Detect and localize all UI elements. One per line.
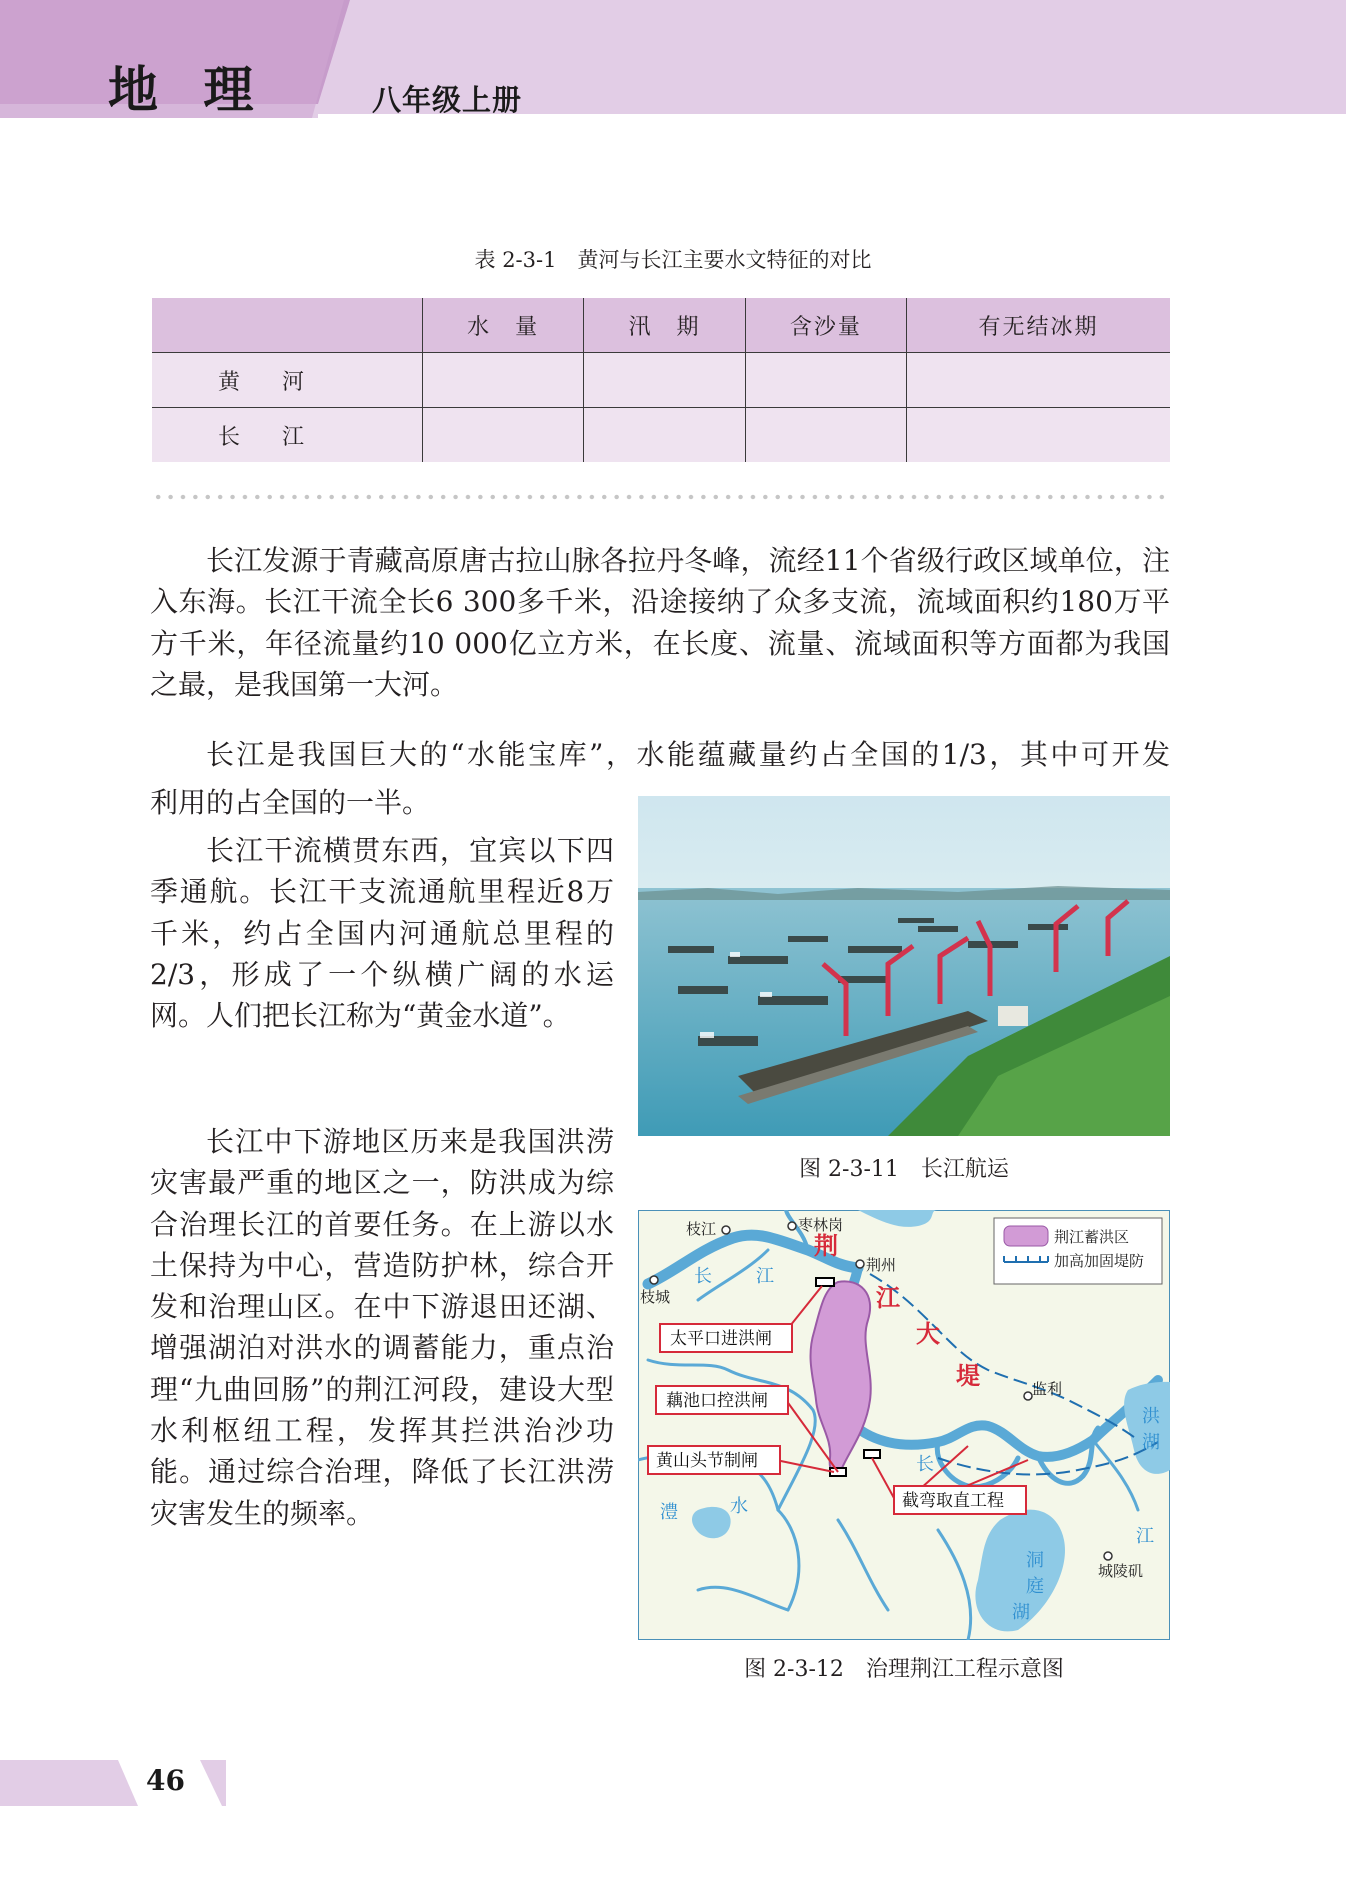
legend-dyke-label: 加高加固堤防 [1054,1252,1145,1270]
page-number: 46 [146,1764,185,1797]
table-header-cell: 水 量 [423,298,584,353]
callout-ouchikou: 藕池口控洪闸 [666,1391,768,1411]
label-jiang-2: 江 [1136,1526,1154,1547]
callout-jiewan: 截弯取直工程 [902,1491,1004,1511]
table-cell [906,353,1170,408]
jingjiang-map [638,1210,1170,1640]
row-header: 长 江 [152,408,423,463]
table-row [152,408,1170,463]
place-zaolingang: 枣林岗 [798,1216,844,1234]
paragraph-navigation: 长江干流横贯东西，宜宾以下四季通航。长江干支流通航里程近8万千米，约占全国内河通航总里程的2/3，形成了一个纵横广阔的水运网。人们把长江称为“黄金水道”。 [150,834,614,1033]
label-chang-2: 长 [916,1454,934,1475]
place-jianli: 监利 [1032,1380,1063,1398]
label-hu-2: 湖 [1012,1602,1030,1623]
dotted-divider [152,494,1170,500]
row-header: 黄 河 [152,353,423,408]
table-header-cell: 含沙量 [745,298,906,353]
dyke-label-char-4: 堤 [956,1361,980,1390]
label-hong: 洪 [1142,1406,1160,1427]
place-chenglingji: 城陵矶 [1098,1562,1144,1580]
label-jiang-1: 江 [756,1266,774,1287]
table-cell [906,408,1170,463]
paragraph-hydropower-line1: 长江是我国巨大的“水能宝库”，水能蕴藏量约占全国的1/3，其中可开发 [206,738,1170,771]
label-hu: 湖 [1142,1432,1160,1453]
dyke-label-char-2: 江 [876,1283,900,1312]
callout-taipingkou: 太平口进洪闸 [670,1329,772,1349]
table-header-cell: 汛 期 [584,298,745,353]
table-caption: 表 2-3-1 黄河与长江主要水文特征的对比 [474,248,872,272]
legend-flood-area-label: 荆江蓄洪区 [1054,1228,1130,1246]
table-row [152,353,1170,408]
paragraph-yangtze-source: 长江发源于青藏高原唐古拉山脉各拉丹冬峰，流经11个省级行政区域单位，注入东海。长江干流全长6 300多千米，沿途接纳了众多支流，流域面积约180万平方千米，年径流量约10 000亿立方米，在长度、流量、流域面积等方面都为我国之最，是我国第一大河。 [150,544,1170,701]
table-cell [423,353,584,408]
callout-huangshantou: 黄山头节制闸 [656,1451,758,1471]
label-li: 澧 [660,1502,678,1523]
table-cell [745,408,906,463]
subject-title: 地 理 [108,61,268,119]
dyke-label-char-1: 荆 [814,1231,838,1260]
label-ting: 庭 [1026,1576,1044,1597]
yangtze-shipping-photo [638,796,1170,1136]
footer-tab [0,1760,230,1806]
table-cell [584,408,745,463]
place-jingzhou: 荆州 [866,1256,897,1274]
comparison-table [152,298,1170,462]
table-header-row [152,298,1170,353]
paragraph-hydropower-line2: 利用的占全国的一半。 [150,786,431,819]
table-cell [584,353,745,408]
paragraph-flood-control: 长江中下游地区历来是我国洪涝灾害最严重的地区之一，防洪成为综合治理长江的首要任务。在上游以水土保持为中心，营造防护林，综合开发和治理山区。在中下游退田还湖、增强湖泊对洪水的调蓄能力，重点治理“九曲回肠”的荆江河段，建设大型水利枢纽工程，发挥其拦洪治沙功能。通过综合治理，降低了长江洪涝灾害发生的频率。 [150,1125,614,1530]
label-shui: 水 [730,1496,748,1517]
table-header-cell: 有无结冰期 [906,298,1170,353]
figure1-caption: 图 2-3-11 长江航运 [799,1157,1009,1182]
table-cell [423,408,584,463]
label-dong: 洞 [1026,1550,1044,1571]
table-cell [745,353,906,408]
figure2-caption: 图 2-3-12 治理荆江工程示意图 [744,1657,1064,1682]
table-header-cell [152,298,423,353]
dyke-label-char-3: 大 [916,1319,940,1348]
place-zhijiang: 枝江 [686,1220,717,1238]
grade-title: 八年级上册 [372,83,523,117]
place-zhicheng: 枝城 [640,1288,671,1306]
label-chang-1: 长 [694,1266,712,1287]
